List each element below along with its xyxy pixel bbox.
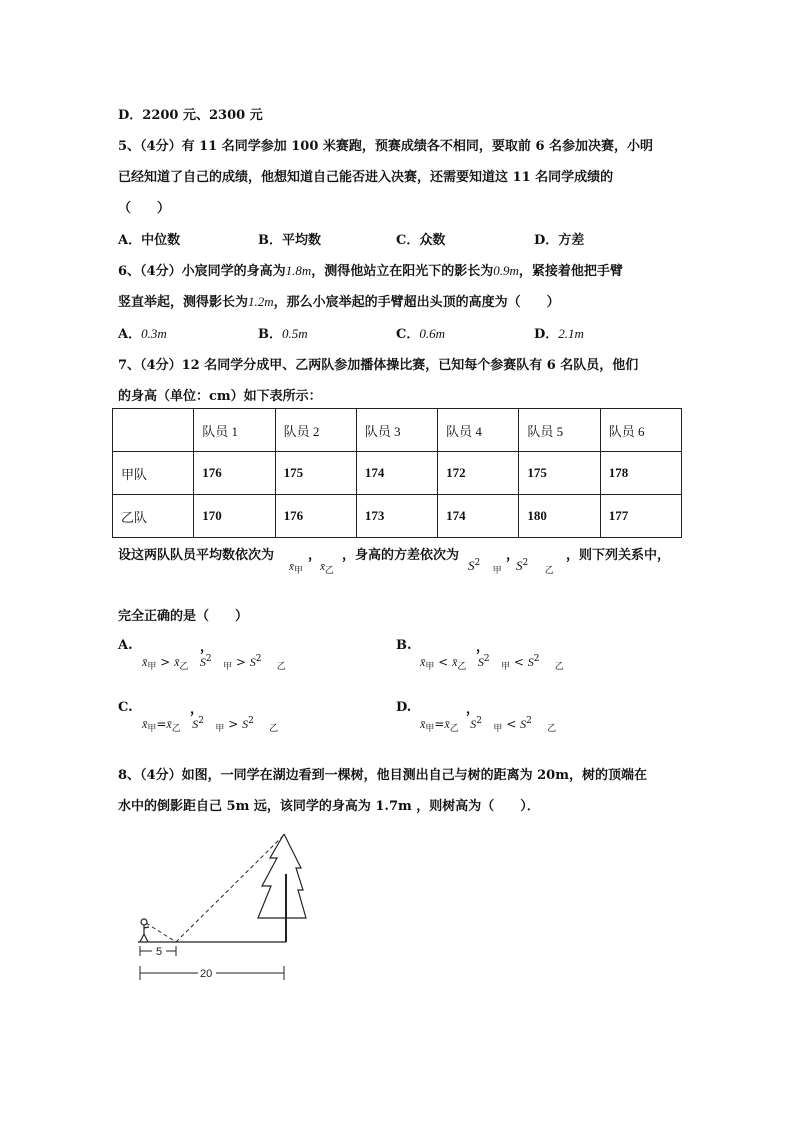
team-cell: 乙队 (113, 495, 194, 538)
q7-after-a: 设这两队队员平均数依次为 (118, 548, 275, 563)
q7-option-c-letter: C. (118, 700, 133, 715)
q7-after-line2: 完全正确的是（ ） (118, 609, 249, 624)
mean-jia-symbol: $x̄_甲$ (289, 561, 303, 576)
q7-line1: 7、（4分）12 名同学分成甲、乙两队参加播体操比赛，已知每个参赛队有 6 名队员，他们 (118, 358, 639, 373)
q5-option-d: D．方差 (534, 233, 585, 248)
tree-outline (258, 834, 306, 918)
q6-arm-shadow: 1.2m (248, 294, 274, 309)
q6-line2: 竖直举起，测得影长为1.2m，那么小宸举起的手臂超出头顶的高度为（ ） (118, 294, 560, 310)
table-header-cell: 队员 6 (600, 409, 681, 452)
reflection-line-to-treetop (176, 836, 283, 942)
q6-shadow: 0.9m (493, 263, 519, 278)
table-cell: 172 (438, 452, 519, 495)
table-header-cell: 队员 5 (519, 409, 600, 452)
q7-option-a-letter: A. (118, 638, 133, 653)
table-cell: 175 (519, 452, 600, 495)
table-cell: 175 (275, 452, 356, 495)
q5-option-c: C．众数 (396, 233, 446, 248)
table-cell: 177 (600, 495, 681, 538)
q7-option-d-comma: ， (466, 702, 480, 717)
q7-after-b: ，身高的方差依次为 (342, 548, 460, 563)
q5-option-b: B．平均数 (258, 233, 321, 248)
q7-option-b-letter: B. (396, 638, 412, 653)
q7-option-a-formula: $x̄_甲$ > $x̄_乙$ $S^2$ $_甲 > S^2$ $_乙$ (142, 654, 286, 672)
q7-option-b-formula: $x̄_甲$ < $x̄_乙$ $S^2$ $_甲 < S^2$ $_乙$ (420, 654, 564, 672)
dim-label-5: 5 (156, 946, 163, 958)
table-row (113, 452, 682, 495)
dim-label-20: 20 (200, 968, 213, 980)
q7-option-a-comma: ， (200, 640, 214, 655)
tree-reflection-figure (130, 830, 320, 990)
table-cell: 178 (600, 452, 681, 495)
height-table (112, 408, 682, 538)
q7-option-c-comma: ， (190, 702, 204, 717)
q8-line1: 8、（4分）如图，一同学在湖边看到一棵树，他目测出自己与树的距离为 20m，树的顶端在 (118, 768, 647, 783)
table-cell: 180 (519, 495, 600, 538)
q6-option-d: D．2.1m (534, 326, 584, 342)
var-jia-symbol: $S^2$ $_甲$ (468, 558, 502, 576)
sight-line-to-water (146, 923, 176, 942)
q6-option-c: C．0.6m (396, 326, 445, 342)
q7-comma-2: ， (506, 548, 520, 563)
team-cell: 甲队 (113, 452, 194, 495)
q6-line1: 6、（4分）小宸同学的身高为1.8m，测得他站立在阳光下的影长为0.9m，紧接着他把手臂 (118, 263, 623, 279)
q7-after-c: ，则下列关系中， (566, 548, 671, 563)
q7-comma-1: ， (308, 548, 322, 563)
table-header-cell: 队员 2 (275, 409, 356, 452)
q5-line1: 5、（4分）有 11 名同学参加 100 米赛跑，预赛成绩各不相同，要取前 6 名参加决赛，小明 (118, 139, 654, 154)
table-row (113, 495, 682, 538)
var-yi-symbol: $S^2$ $_乙$ (516, 558, 554, 576)
q5-option-a: A．中位数 (118, 233, 181, 248)
q7-option-d-letter: D. (396, 700, 412, 715)
q7-option-b-comma: ， (476, 640, 490, 655)
table-header-cell (113, 409, 194, 452)
table-cell: 173 (356, 495, 437, 538)
table-cell: 176 (275, 495, 356, 538)
person-figure (140, 919, 149, 942)
q7-option-d-formula: $x̄_甲=x̄_乙$ $S^2$ $_甲 < S^2$ $_乙$ (420, 716, 557, 734)
q7-option-c-formula: $x̄_甲=x̄_乙$ $S^2$ $_甲 > S^2$ $_乙$ (142, 716, 279, 734)
table-cell: 174 (438, 495, 519, 538)
q4-option-d: D．2200 元、2300 元 (118, 108, 263, 123)
q7-line2: 的身高（单位：cm）如下表所示： (118, 389, 322, 404)
table-header-cell: 队员 1 (194, 409, 275, 452)
table-cell: 176 (194, 452, 275, 495)
table-cell: 170 (194, 495, 275, 538)
mean-yi-symbol: $x̄_乙$ (320, 561, 334, 576)
q6-height: 1.8m (285, 263, 312, 278)
table-header-row (113, 409, 682, 452)
q6-option-a: A．0.3m (118, 326, 167, 342)
table-header-cell: 队员 4 (438, 409, 519, 452)
q8-line2: 水中的倒影距自己 5m 远，该同学的身高为 1.7m ，则树高为（ ）． (118, 799, 540, 814)
q6-option-b: B．0.5m (258, 326, 308, 342)
table-header-cell: 队员 3 (356, 409, 437, 452)
table-cell: 174 (356, 452, 437, 495)
q5-line3: （ ） (118, 201, 171, 216)
q5-line2: 已经知道了自己的成绩，他想知道自己能否进入决赛，还需要知道这 11 名同学成绩的 (118, 170, 614, 185)
